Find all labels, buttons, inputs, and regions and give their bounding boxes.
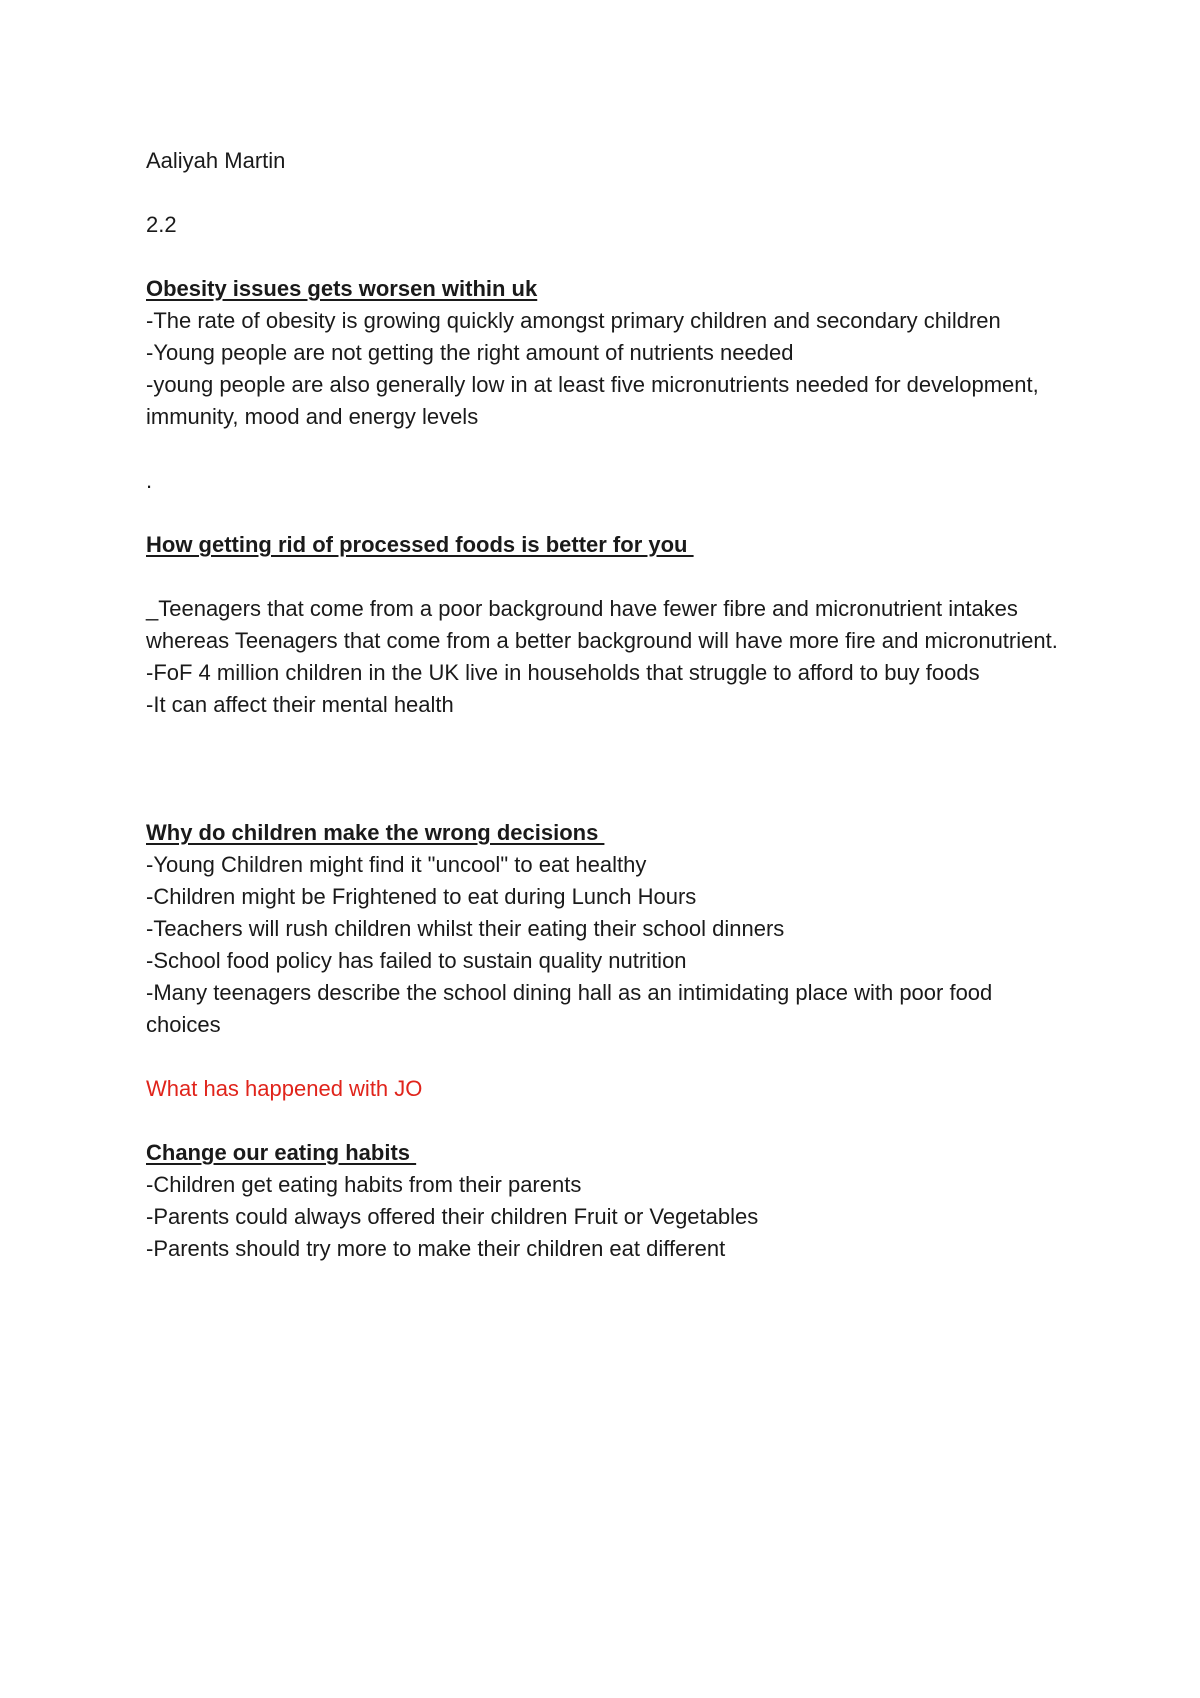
spacer	[146, 721, 1066, 817]
bullet-line: _Teenagers that come from a poor background have fewer fibre and micronutrient intakes whereas Teenagers that come from a better background will have more fire and micronutrient.	[146, 596, 1058, 653]
spacer	[146, 177, 1066, 209]
separator-dot: .	[146, 468, 153, 493]
heading-processed-foods: How getting rid of processed foods is better for you	[146, 532, 694, 557]
bullet-line: -Young Children might find it "uncool" to eat healthy	[146, 852, 647, 877]
bullet-line: -Parents could always offered their children Fruit or Vegetables	[146, 1204, 759, 1229]
bullet-line: -School food policy has failed to sustain quality nutrition	[146, 948, 687, 973]
bullet-line: -Young people are not getting the right amount of nutrients needed	[146, 340, 794, 365]
red-note: What has happened with JO	[146, 1076, 423, 1101]
bullet-line: -It can affect their mental health	[146, 692, 454, 717]
bullet-line: -Children get eating habits from their parents	[146, 1172, 582, 1197]
spacer	[146, 433, 1066, 465]
bullet-line: -Children might be Frightened to eat during Lunch Hours	[146, 884, 697, 909]
spacer	[146, 241, 1066, 273]
spacer	[146, 1041, 1066, 1073]
document-body	[146, 145, 1066, 1265]
heading-obesity-issues: Obesity issues gets worsen within uk	[146, 276, 538, 301]
bullet-line: -The rate of obesity is growing quickly amongst primary children and secondary children	[146, 308, 1001, 333]
spacer	[146, 1105, 1066, 1137]
heading-eating-habits: Change our eating habits	[146, 1140, 417, 1165]
bullet-line: -Parents should try more to make their children eat different	[146, 1236, 726, 1261]
section-number: 2.2	[146, 212, 177, 237]
spacer	[146, 497, 1066, 529]
spacer	[146, 561, 1066, 593]
heading-wrong-decisions: Why do children make the wrong decisions	[146, 820, 605, 845]
bullet-line: -FoF 4 million children in the UK live in households that struggle to afford to buy foods	[146, 660, 980, 685]
bullet-line: -young people are also generally low in at least five micronutrients needed for development, immunity, mood and energy levels	[146, 372, 1039, 429]
bullet-line: -Many teenagers describe the school dining hall as an intimidating place with poor food choices	[146, 980, 993, 1037]
author-name: Aaliyah Martin	[146, 148, 286, 173]
bullet-line: -Teachers will rush children whilst their eating their school dinners	[146, 916, 785, 941]
